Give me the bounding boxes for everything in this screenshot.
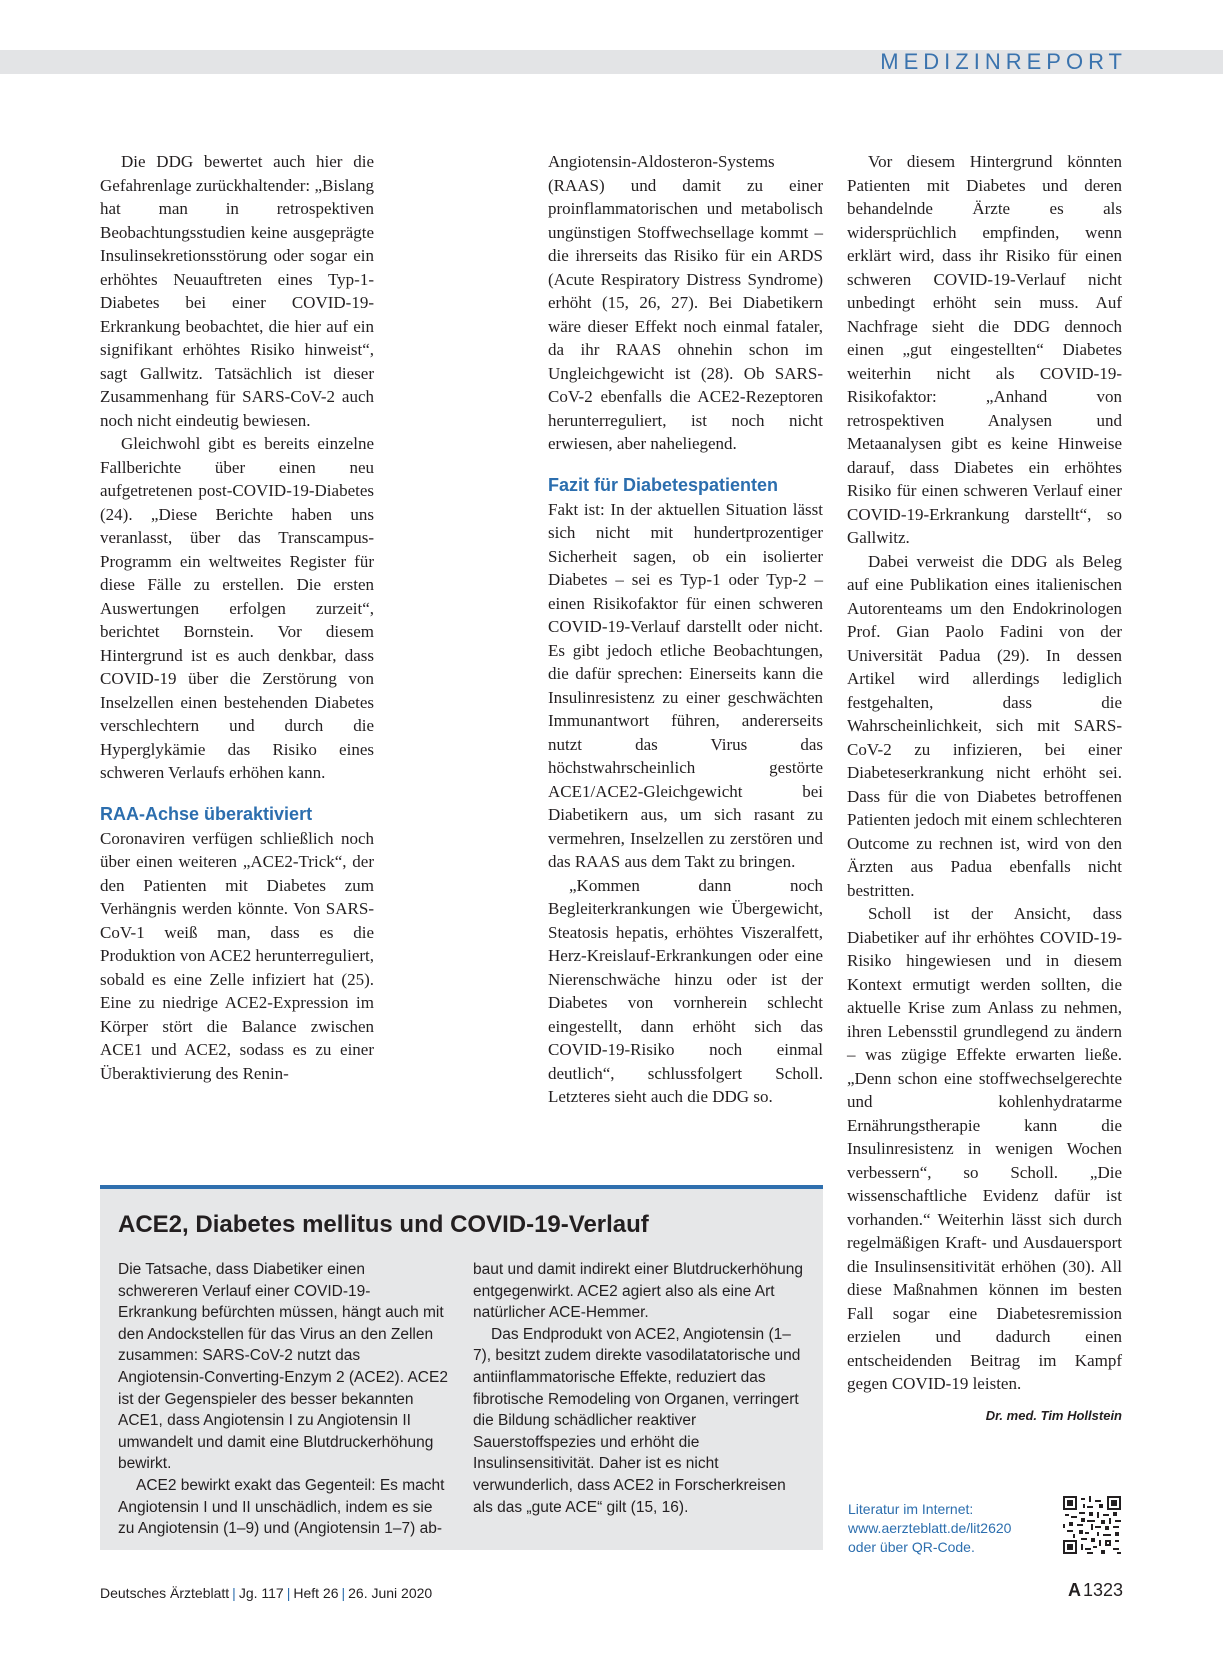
paragraph: Dabei verweist die DDG als Beleg auf eine Publikation eines italienischen Autorenteams um den Endokrinologen Prof. Gian Paolo Fadini von der Universität Padua (29). In dessen Artikel wird allerdings lediglich festgehalten, dass die Wahrscheinlichkeit, sich mit SARS-CoV-2 zu infizieren, bei einer Diabeteserkrankung nicht erhöht sei. Dass für die von Diabetes betroffenen Patienten jedoch mit einem schlechteren Outcome zu rechnen ist, wird von den Ärzten aus Padua ebenfalls nicht bestritten. — [847, 551, 1122, 900]
info-box-column-1 — [118, 1259, 448, 1540]
footer-citation: Deutsches Ärzteblatt | Jg. 117 | Heft 26 | 26. Juni 2020 — [100, 1585, 433, 1601]
paragraph: Die Tatsache, dass Diabetiker einen schwereren Verlauf einer COVID-19-Erkrankung befürchten müssen, hängt auch mit den Andockstellen für das Virus an den Zellen zusammen: SARS-CoV-2 nutzt das Angiotensin-Converting-Enzym 2 (ACE2). ACE2 ist der Gegenspieler des besser bekannten ACE1, dass Angiotensin I zu Angiotensin II umwandelt und damit eine Blutdruckerhöhung bewirkt. — [118, 1261, 448, 1473]
qr-code-icon[interactable] — [1063, 1496, 1121, 1554]
footer-volume: Jg. 117 — [238, 1585, 284, 1601]
literature-note — [848, 1500, 1028, 1557]
paragraph: „Kommen dann noch Begleiterkrankungen wie Übergewicht, Steatosis hepatis, erhöhtes Viszeralfett, Herz-Kreislauf-Erkrankungen oder eine Nierenschwäche hinzu oder ist der Diabetes von vornherein schlecht eingestellt, dann erhöht sich das COVID-19-Risiko noch einmal deutlich“, schlussfolgert Scholl. Letzteres sieht auch die DDG so. — [548, 875, 823, 1106]
info-box-column-2 — [473, 1259, 803, 1518]
section-label: MEDIZINREPORT — [880, 49, 1127, 74]
article-column-3 — [847, 150, 1122, 1427]
page-number-value: 1323 — [1082, 1580, 1123, 1600]
article-column-1 — [100, 150, 374, 1085]
footer-date: 26. Juni 2020 — [348, 1585, 433, 1601]
info-box-title: ACE2, Diabetes mellitus und COVID-19-Verlauf — [118, 1211, 649, 1238]
paragraph: Vor diesem Hintergrund könnten Patienten mit Diabetes und deren behandelnde Ärzte es als widersprüchlich empfinden, wenn erklärt wird, dass ihr Risiko für einen schweren COVID-19-Verlauf nicht unbedingt erhöht sein muss. Auf Nachfrage sieht die DDG dennoch einen „gut eingestellten“ Diabetes weiterhin nicht als COVID-19-Risikofaktor: „Anhand von retrospektiven Analysen und Metaanalysen gibt es keine Hinweise darauf, dass Diabetes ein erhöhtes Risiko für einen schweren Verlauf einer COVID-19-Erkrankung darstellt“, so Gallwitz. — [847, 152, 1122, 547]
paragraph: Fakt ist: In der aktuellen Situation lässt sich nicht mit hundertprozentiger Sicherheit sagen, ob ein isolierter Diabetes – sei es Typ-1 oder Typ-2 – einen Risikofaktor für einen schweren COVID-19-Verlauf darstellt oder nicht. Es gibt jedoch etliche Beobachtungen, die dafür sprechen: Einerseits kann die Insulinresistenz zu einer geschwächten Immunantwort führen, andererseits nutzt das Virus das höchstwahrscheinlich gestörte ACE1/ACE2-Gleichgewicht bei Diabetikern aus, um sich rasant zu vermehren, Inselzellen zu zerstören und das RAAS aus dem Takt zu bringen. — [548, 499, 823, 871]
literature-qr-hint: oder über QR-Code. — [848, 1539, 975, 1555]
subheading: Fazit für Diabetespatienten — [548, 474, 779, 495]
paragraph: Coronaviren verfügen schließlich noch über einen weiteren „ACE2-Trick“, der den Patienten mit Diabetes zum Verhängnis werden könnte. Von SARS-CoV-1 weiß man, dass es die Produktion von ACE2 herunterreguliert, sobald es eine Zelle infiziert hat (25). Eine zu niedrige ACE2-Expression im Körper stört die Balance zwischen ACE1 und ACE2, sodass es zu einer Überaktivierung des Renin- — [100, 828, 374, 1083]
paragraph: baut und damit indirekt einer Blutdruckerhöhung entgegenwirkt. ACE2 agiert also als eine Art natürlicher ACE-Hemmer. — [473, 1261, 804, 1322]
paragraph: Angiotensin-Aldosteron-Systems (RAAS) und damit zu einer proinflammatorischen und metabolisch ungünstigen Stoffwechsellage kommt – die ihrerseits das Risiko für ein ARDS (Acute Respiratory Distress Syndrome) erhöht (15, 26, 27). Bei Diabetikern wäre dieser Effekt noch einmal fataler, da ihr RAAS ohnehin schon im Ungleichgewicht ist (28). Ob SARS-CoV-2 ebenfalls die ACE2-Rezeptoren herunterreguliert, ist noch nicht erwiesen, aber naheliegend. — [548, 152, 823, 453]
paragraph: Die DDG bewertet auch hier die Gefahrenlage zurückhaltender: „Bislang hat man in retrospektiven Beobachtungsstudien keine ausgeprägte Insulinsekretionsstörung oder sogar ein erhöhtes Neuauftreten eines Typ-1-Diabetes bei einer COVID-19-Erkrankung beobachtet, die hier auf ein signifikant erhöhtes Risiko hinweist“, sagt Gallwitz. Tatsächlich ist dieser Zusammenhang für SARS-CoV-2 auch noch nicht eindeutig bewiesen. — [100, 152, 374, 430]
literature-label: Literatur im Internet: — [848, 1501, 974, 1517]
paragraph: Gleichwohl gibt es bereits einzelne Fallberichte über einen neu aufgetretenen post-COVID-19-Diabetes (24). „Diese Berichte haben uns veranlasst, über das Transcampus-Programm ein weltweites Register für diese Fälle zu erstellen. Die ersten Auswertungen erfolgen zurzeit“, berichtet Bornstein. Vor diesem Hintergrund ist es auch denkbar, dass COVID-19 über die Zerstörung von Inselzellen einen bestehenden Diabetes verschlechtern und durch die Hyperglykämie das Risiko eines schweren Verlaufs erhöhen kann. — [100, 434, 374, 782]
paragraph: Das Endprodukt von ACE2, Angiotensin (1–7), besitzt zudem direkte vasodilatatorische und antiinflammatorische Effekte, reduziert das fibrotische Remodeling von Organen, verringert die Bildung schädlicher reaktiver Sauerstoffspezies und erhöht die Insulinsensitivität. Daher ist es nicht verwunderlich, dass ACE2 in Forscherkreisen als das „gute ACE“ gilt (15, 16). — [473, 1325, 801, 1516]
info-box — [100, 1185, 823, 1550]
subheading: RAA-Achse überaktiviert — [100, 803, 313, 824]
footer-issue: Heft 26 — [293, 1585, 339, 1601]
page-prefix: A — [1067, 1580, 1081, 1600]
article-column-2 — [548, 150, 823, 1109]
paragraph: ACE2 bewirkt exakt das Gegenteil: Es macht Angiotensin I und II unschädlich, indem es sie zu Angiotensin (1–9) und (Angiotensin 1–7) ab- — [118, 1476, 445, 1538]
page-number — [1068, 1580, 1123, 1601]
author-byline: Dr. med. Tim Hollstein — [985, 1407, 1122, 1423]
footer-journal: Deutsches Ärzteblatt — [100, 1585, 230, 1601]
literature-link[interactable]: www.aerzteblatt.de/lit2620 — [848, 1520, 1012, 1536]
paragraph: Scholl ist der Ansicht, dass Diabetiker auf ihr erhöhtes COVID-19-Risiko hingewiesen und in diesem Kontext ermutigt werden sollten, die aktuelle Krise zum Anlass zu nehmen, ihren Lebensstil grundlegend zu ändern – was zügige Effekte erwarten ließe. „Denn schon eine stoffwechselgerechte und kohlenhydratarme Ernährungstherapie kann die Insulinresistenz in wenigen Wochen verbessern“, so Scholl. „Die wissenschaftliche Evidenz dafür ist vorhanden.“ Weiterhin lässt sich durch regelmäßigen Kraft- und Ausdauersport die Insulinsensitivität erhöhen (30). All diese Maßnahmen können im besten Fall sogar eine Diabetesremission erzielen und dadurch einen entscheidenden Beitrag im Kampf gegen COVID-19 leisten. — [847, 904, 1122, 1393]
